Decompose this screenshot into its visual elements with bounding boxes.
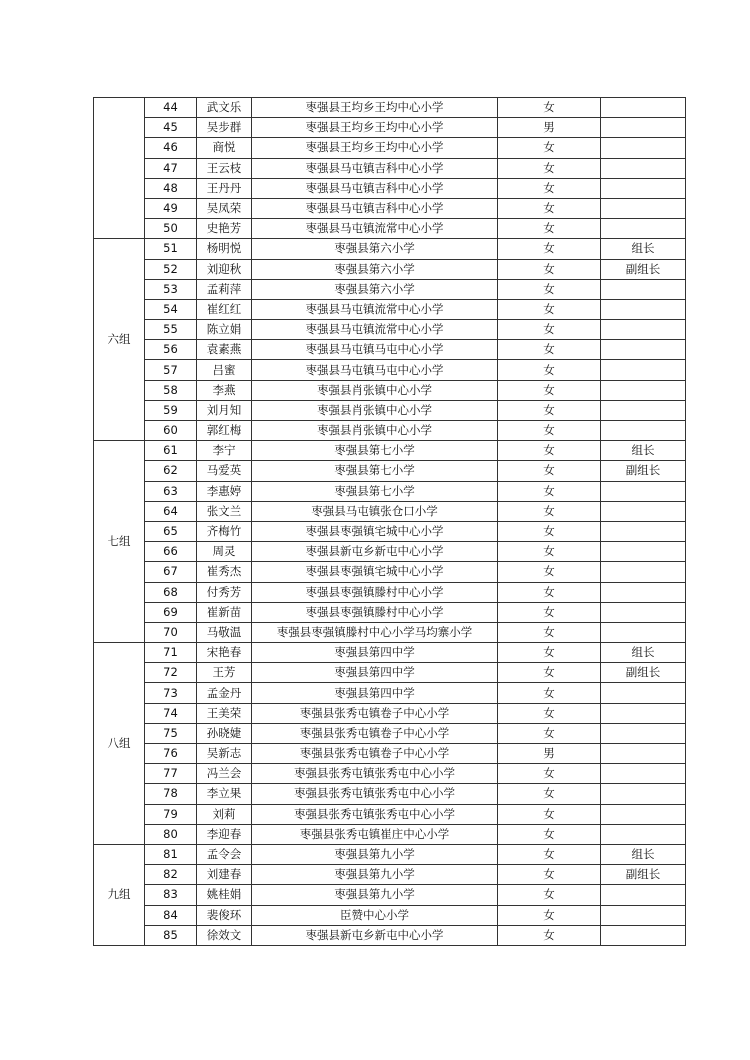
role [601, 380, 686, 400]
member-number: 71 [145, 643, 197, 663]
member-name: 张文兰 [197, 501, 252, 521]
member-name: 郭红梅 [197, 421, 252, 441]
member-name: 宋艳春 [197, 643, 252, 663]
group-label: 八组 [94, 643, 145, 845]
role [601, 400, 686, 420]
table-row [94, 542, 686, 562]
member-number: 64 [145, 501, 197, 521]
role: 组长 [601, 441, 686, 461]
school-name: 枣强县张秀屯镇崔庄中心小学 [252, 824, 498, 844]
member-name: 李宁 [197, 441, 252, 461]
school-name: 枣强县枣强镇宅城中心小学 [252, 521, 498, 541]
group-label [94, 98, 145, 239]
member-name: 马爱英 [197, 461, 252, 481]
role [601, 622, 686, 642]
member-name: 陈立娟 [197, 320, 252, 340]
school-name: 枣强县张秀屯镇卷子中心小学 [252, 723, 498, 743]
member-name: 孟金丹 [197, 683, 252, 703]
group-label: 九组 [94, 844, 145, 945]
member-name: 吴步群 [197, 118, 252, 138]
table-row [94, 118, 686, 138]
school-name: 枣强县张秀屯镇卷子中心小学 [252, 703, 498, 723]
table-row [94, 380, 686, 400]
table-row [94, 844, 686, 864]
school-name: 枣强县新屯乡新屯中心小学 [252, 542, 498, 562]
role [601, 542, 686, 562]
gender: 女 [498, 138, 601, 158]
gender: 女 [498, 360, 601, 380]
member-number: 68 [145, 582, 197, 602]
member-number: 53 [145, 279, 197, 299]
member-name: 李立果 [197, 784, 252, 804]
member-number: 63 [145, 481, 197, 501]
table-row [94, 481, 686, 501]
gender: 女 [498, 198, 601, 218]
school-name: 枣强县张秀屯镇卷子中心小学 [252, 744, 498, 764]
table-row [94, 158, 686, 178]
school-name: 枣强县第七小学 [252, 481, 498, 501]
member-number: 78 [145, 784, 197, 804]
member-number: 65 [145, 521, 197, 541]
gender: 女 [498, 683, 601, 703]
table-row [94, 219, 686, 239]
table-row [94, 461, 686, 481]
school-name: 枣强县马屯镇流常中心小学 [252, 219, 498, 239]
roster-body [94, 98, 686, 946]
gender: 女 [498, 239, 601, 259]
member-number: 61 [145, 441, 197, 461]
school-name: 枣强县第六小学 [252, 259, 498, 279]
table-row [94, 885, 686, 905]
school-name: 枣强县枣强镇滕村中心小学 [252, 582, 498, 602]
member-number: 60 [145, 421, 197, 441]
role [601, 501, 686, 521]
roster-table [93, 97, 686, 946]
member-name: 王美荣 [197, 703, 252, 723]
gender: 男 [498, 118, 601, 138]
gender: 女 [498, 582, 601, 602]
gender: 女 [498, 501, 601, 521]
member-name: 王丹丹 [197, 178, 252, 198]
member-name: 商悦 [197, 138, 252, 158]
table-row [94, 784, 686, 804]
table-row [94, 340, 686, 360]
role [601, 521, 686, 541]
member-number: 72 [145, 663, 197, 683]
gender: 女 [498, 219, 601, 239]
gender: 女 [498, 299, 601, 319]
member-name: 吕蜜 [197, 360, 252, 380]
member-name: 李燕 [197, 380, 252, 400]
table-row [94, 925, 686, 945]
school-name: 枣强县张秀屯镇张秀屯中心小学 [252, 784, 498, 804]
role [601, 784, 686, 804]
school-name: 枣强县马屯镇张仓口小学 [252, 501, 498, 521]
gender: 女 [498, 380, 601, 400]
member-number: 76 [145, 744, 197, 764]
member-number: 45 [145, 118, 197, 138]
role: 副组长 [601, 259, 686, 279]
member-name: 孟莉萍 [197, 279, 252, 299]
school-name: 枣强县第七小学 [252, 441, 498, 461]
member-name: 史艳芳 [197, 219, 252, 239]
member-number: 66 [145, 542, 197, 562]
member-name: 杨明悦 [197, 239, 252, 259]
table-row [94, 421, 686, 441]
member-name: 刘月知 [197, 400, 252, 420]
member-number: 44 [145, 98, 197, 118]
member-number: 70 [145, 622, 197, 642]
role [601, 602, 686, 622]
member-number: 83 [145, 885, 197, 905]
school-name: 枣强县马屯镇马屯中心小学 [252, 340, 498, 360]
member-number: 62 [145, 461, 197, 481]
member-name: 吴新志 [197, 744, 252, 764]
gender: 女 [498, 320, 601, 340]
school-name: 枣强县枣强镇滕村中心小学 [252, 602, 498, 622]
member-number: 84 [145, 905, 197, 925]
role [601, 582, 686, 602]
member-number: 49 [145, 198, 197, 218]
school-name: 枣强县肖张镇中心小学 [252, 421, 498, 441]
gender: 女 [498, 441, 601, 461]
school-name: 枣强县马屯镇吉科中心小学 [252, 178, 498, 198]
role [601, 98, 686, 118]
role [601, 198, 686, 218]
member-name: 李惠婷 [197, 481, 252, 501]
school-name: 枣强县枣强镇滕村中心小学马均寨小学 [252, 622, 498, 642]
member-name: 袁素燕 [197, 340, 252, 360]
school-name: 枣强县肖张镇中心小学 [252, 380, 498, 400]
table-row [94, 905, 686, 925]
school-name: 枣强县第四中学 [252, 643, 498, 663]
member-name: 崔秀杰 [197, 562, 252, 582]
role [601, 158, 686, 178]
school-name: 枣强县第七小学 [252, 461, 498, 481]
table-row [94, 259, 686, 279]
table-row [94, 764, 686, 784]
gender: 女 [498, 259, 601, 279]
table-row [94, 279, 686, 299]
school-name: 枣强县张秀屯镇张秀屯中心小学 [252, 764, 498, 784]
school-name: 枣强县张秀屯镇张秀屯中心小学 [252, 804, 498, 824]
table-row [94, 824, 686, 844]
role [601, 340, 686, 360]
member-number: 79 [145, 804, 197, 824]
member-number: 51 [145, 239, 197, 259]
member-name: 徐效文 [197, 925, 252, 945]
gender: 女 [498, 602, 601, 622]
role [601, 885, 686, 905]
role: 副组长 [601, 461, 686, 481]
table-row [94, 400, 686, 420]
role [601, 824, 686, 844]
table-row [94, 320, 686, 340]
role [601, 138, 686, 158]
role: 组长 [601, 643, 686, 663]
gender: 女 [498, 98, 601, 118]
gender: 女 [498, 178, 601, 198]
gender: 女 [498, 885, 601, 905]
table-row [94, 441, 686, 461]
member-number: 73 [145, 683, 197, 703]
member-number: 57 [145, 360, 197, 380]
gender: 女 [498, 622, 601, 642]
school-name: 枣强县第九小学 [252, 885, 498, 905]
gender: 女 [498, 158, 601, 178]
member-name: 李迎春 [197, 824, 252, 844]
gender: 女 [498, 865, 601, 885]
school-name: 枣强县第六小学 [252, 239, 498, 259]
member-number: 59 [145, 400, 197, 420]
table-row [94, 744, 686, 764]
gender: 女 [498, 764, 601, 784]
gender: 女 [498, 784, 601, 804]
gender: 女 [498, 643, 601, 663]
table-row [94, 198, 686, 218]
school-name: 枣强县马屯镇吉科中心小学 [252, 158, 498, 178]
gender: 女 [498, 542, 601, 562]
member-number: 48 [145, 178, 197, 198]
member-name: 付秀芳 [197, 582, 252, 602]
role: 副组长 [601, 663, 686, 683]
table-row [94, 622, 686, 642]
member-number: 46 [145, 138, 197, 158]
member-number: 52 [145, 259, 197, 279]
gender: 女 [498, 461, 601, 481]
member-number: 55 [145, 320, 197, 340]
table-row [94, 643, 686, 663]
member-number: 80 [145, 824, 197, 844]
gender: 女 [498, 421, 601, 441]
member-number: 47 [145, 158, 197, 178]
table-row [94, 562, 686, 582]
school-name: 枣强县马屯镇吉科中心小学 [252, 198, 498, 218]
gender: 女 [498, 279, 601, 299]
table-row [94, 865, 686, 885]
gender: 女 [498, 663, 601, 683]
school-name: 枣强县枣强镇宅城中心小学 [252, 562, 498, 582]
school-name: 枣强县第四中学 [252, 683, 498, 703]
role [601, 219, 686, 239]
table-row [94, 360, 686, 380]
group-label: 七组 [94, 441, 145, 643]
school-name: 臣赞中心小学 [252, 905, 498, 925]
school-name: 枣强县王均乡王均中心小学 [252, 98, 498, 118]
group-label: 六组 [94, 239, 145, 441]
gender: 女 [498, 703, 601, 723]
gender: 女 [498, 844, 601, 864]
member-number: 85 [145, 925, 197, 945]
school-name: 枣强县王均乡王均中心小学 [252, 138, 498, 158]
role [601, 481, 686, 501]
member-number: 81 [145, 844, 197, 864]
member-name: 马敬温 [197, 622, 252, 642]
table-row [94, 804, 686, 824]
member-name: 周灵 [197, 542, 252, 562]
member-name: 王云枝 [197, 158, 252, 178]
role: 组长 [601, 239, 686, 259]
table-row [94, 178, 686, 198]
gender: 女 [498, 481, 601, 501]
table-row [94, 683, 686, 703]
table-row [94, 501, 686, 521]
gender: 女 [498, 905, 601, 925]
role [601, 703, 686, 723]
role [601, 360, 686, 380]
table-row [94, 703, 686, 723]
role: 副组长 [601, 865, 686, 885]
member-number: 54 [145, 299, 197, 319]
member-name: 吴凤荣 [197, 198, 252, 218]
gender: 女 [498, 925, 601, 945]
member-name: 刘建春 [197, 865, 252, 885]
member-name: 齐梅竹 [197, 521, 252, 541]
gender: 女 [498, 340, 601, 360]
gender: 女 [498, 521, 601, 541]
table-row [94, 521, 686, 541]
school-name: 枣强县第四中学 [252, 663, 498, 683]
school-name: 枣强县新屯乡新屯中心小学 [252, 925, 498, 945]
table-row [94, 602, 686, 622]
member-number: 50 [145, 219, 197, 239]
gender: 女 [498, 804, 601, 824]
gender: 女 [498, 562, 601, 582]
role [601, 925, 686, 945]
member-name: 刘迎秋 [197, 259, 252, 279]
gender: 男 [498, 744, 601, 764]
member-number: 74 [145, 703, 197, 723]
school-name: 枣强县马屯镇流常中心小学 [252, 299, 498, 319]
role [601, 804, 686, 824]
member-number: 75 [145, 723, 197, 743]
role [601, 683, 686, 703]
gender: 女 [498, 824, 601, 844]
member-number: 77 [145, 764, 197, 784]
school-name: 枣强县第九小学 [252, 865, 498, 885]
table-row [94, 138, 686, 158]
member-name: 孙晓婕 [197, 723, 252, 743]
member-name: 崔新苗 [197, 602, 252, 622]
role [601, 562, 686, 582]
role [601, 279, 686, 299]
table-row [94, 723, 686, 743]
role [601, 905, 686, 925]
gender: 女 [498, 400, 601, 420]
member-number: 56 [145, 340, 197, 360]
school-name: 枣强县第六小学 [252, 279, 498, 299]
role [601, 299, 686, 319]
table-row [94, 239, 686, 259]
table-row [94, 663, 686, 683]
school-name: 枣强县马屯镇流常中心小学 [252, 320, 498, 340]
role [601, 764, 686, 784]
gender: 女 [498, 723, 601, 743]
school-name: 枣强县王均乡王均中心小学 [252, 118, 498, 138]
school-name: 枣强县第九小学 [252, 844, 498, 864]
member-number: 69 [145, 602, 197, 622]
table-row [94, 299, 686, 319]
table-row [94, 98, 686, 118]
school-name: 枣强县肖张镇中心小学 [252, 400, 498, 420]
role [601, 421, 686, 441]
role [601, 178, 686, 198]
member-name: 裴俊环 [197, 905, 252, 925]
member-number: 58 [145, 380, 197, 400]
school-name: 枣强县马屯镇马屯中心小学 [252, 360, 498, 380]
member-name: 姚桂娟 [197, 885, 252, 905]
role: 组长 [601, 844, 686, 864]
role [601, 320, 686, 340]
member-name: 刘莉 [197, 804, 252, 824]
member-number: 67 [145, 562, 197, 582]
role [601, 118, 686, 138]
table-row [94, 582, 686, 602]
member-name: 孟令会 [197, 844, 252, 864]
member-number: 82 [145, 865, 197, 885]
member-name: 武文乐 [197, 98, 252, 118]
role [601, 723, 686, 743]
member-name: 王芳 [197, 663, 252, 683]
member-name: 崔红红 [197, 299, 252, 319]
role [601, 744, 686, 764]
member-name: 冯兰会 [197, 764, 252, 784]
